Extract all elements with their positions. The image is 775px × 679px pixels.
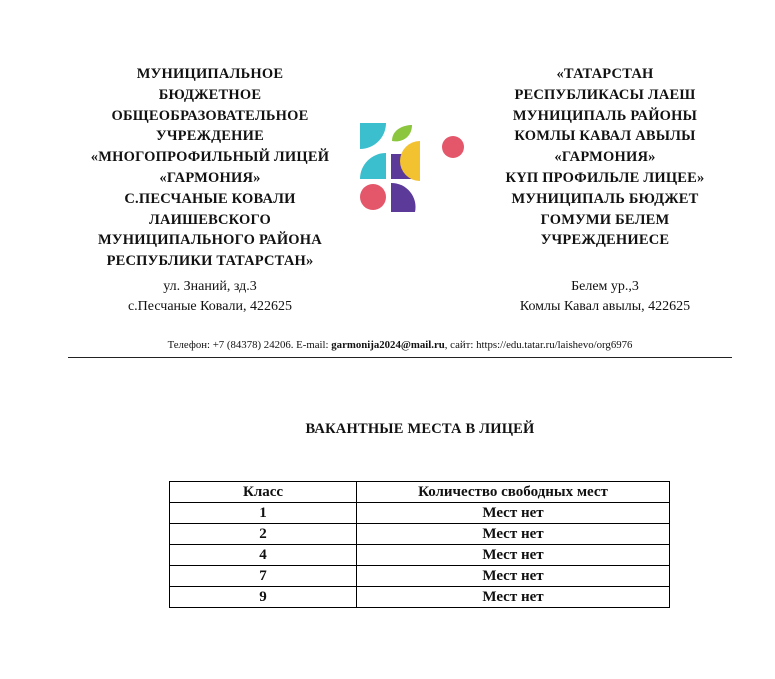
column-header-class: Класс [170, 482, 357, 503]
right-org-line: КОМЛЫ КАВАЛ АВЫЛЫ [514, 128, 696, 145]
left-org-line: ЛАИШЕВСКОГО [148, 211, 272, 228]
right-org-line: МУНИЦИПАЛЬ РАЙОНЫ [512, 107, 698, 124]
contact-email-link[interactable]: garmonija2024@mail.ru [331, 339, 445, 351]
right-org-line: УЧРЕЖДЕНИЕСЕ [540, 232, 670, 249]
cell-seats: Мест нет [357, 587, 670, 608]
left-org-line: МУНИЦИПАЛЬНОЕ [136, 66, 284, 82]
left-org-line: «МНОГОПРОФИЛЬНЫЙ ЛИЦЕЙ [90, 149, 330, 166]
left-org-line: БЮДЖЕТНОЕ [158, 86, 262, 103]
logo-purple-quarter [391, 183, 416, 212]
vacancies-table [169, 481, 670, 608]
left-org-line: «ГАРМОНИЯ» [159, 169, 261, 186]
table-header-row [170, 482, 670, 503]
table-row [170, 503, 670, 524]
left-org-line: УЧРЕЖДЕНИЕ [155, 128, 265, 145]
table-row [170, 587, 670, 608]
right-org-line: ГОМУМИ БЕЛЕМ [540, 211, 670, 228]
right-org-line: «ГАРМОНИЯ» [554, 149, 656, 166]
contact-line [60, 339, 740, 351]
cell-seats: Мест нет [357, 566, 670, 587]
right-org-line: КҮП ПРОФИЛЬЛЕ ЛИЦЕЕ» [505, 169, 705, 186]
document-title: ВАКАНТНЫЕ МЕСТА В ЛИЦЕЙ [305, 421, 535, 437]
cell-class: 9 [170, 587, 357, 608]
left-org-line: ОБЩЕОБРАЗОВАТЕЛЬНОЕ [111, 107, 309, 124]
column-header-seats: Количество свободных мест [357, 482, 670, 503]
left-org-line: МУНИЦИПАЛЬНОГО РАЙОНА [98, 232, 322, 249]
left-org-name [70, 64, 350, 272]
right-address-line: Белем ур.,3 [571, 279, 639, 294]
right-org-line: МУНИЦИПАЛЬ БЮДЖЕТ [511, 190, 699, 207]
cell-class: 4 [170, 545, 357, 566]
left-org-line: С.ПЕСЧАНЫЕ КОВАЛИ [124, 190, 296, 207]
table-row [170, 566, 670, 587]
logo-red-dot-left [360, 184, 386, 210]
table-row [170, 524, 670, 545]
right-address [480, 277, 730, 316]
left-address [70, 277, 350, 316]
cell-class: 1 [170, 503, 357, 524]
left-address-line: с.Песчаные Ковали, 422625 [127, 298, 293, 314]
logo-red-dot-right [442, 136, 464, 158]
cell-seats: Мест нет [357, 503, 670, 524]
cell-seats: Мест нет [357, 524, 670, 545]
logo-green-leaf [392, 125, 412, 141]
logo-teal-petal [360, 123, 386, 149]
left-org-line: РЕСПУБЛИКИ ТАТАРСТАН» [106, 253, 314, 270]
right-address-line: Комлы Кавал авылы, 422625 [519, 298, 691, 314]
logo-teal-quarter [360, 153, 386, 179]
table-row [170, 545, 670, 566]
header-divider [68, 357, 732, 358]
right-org-name [480, 64, 730, 251]
contact-website[interactable]: , сайт: https://edu.tatar.ru/laishevo/org6976 [444, 339, 633, 351]
cell-seats: Мест нет [357, 545, 670, 566]
cell-class: 7 [170, 566, 357, 587]
right-org-line: «ТАТАРСТАН [556, 66, 654, 82]
right-org-line: РЕСПУБЛИКАСЫ ЛАЕШ [514, 86, 696, 103]
left-address-line: ул. Знаний, зд.3 [163, 279, 257, 294]
cell-class: 2 [170, 524, 357, 545]
lyceum-logo-icon [360, 119, 465, 212]
contact-phone: Телефон: +7 (84378) 24206. E-mail: [167, 339, 332, 351]
